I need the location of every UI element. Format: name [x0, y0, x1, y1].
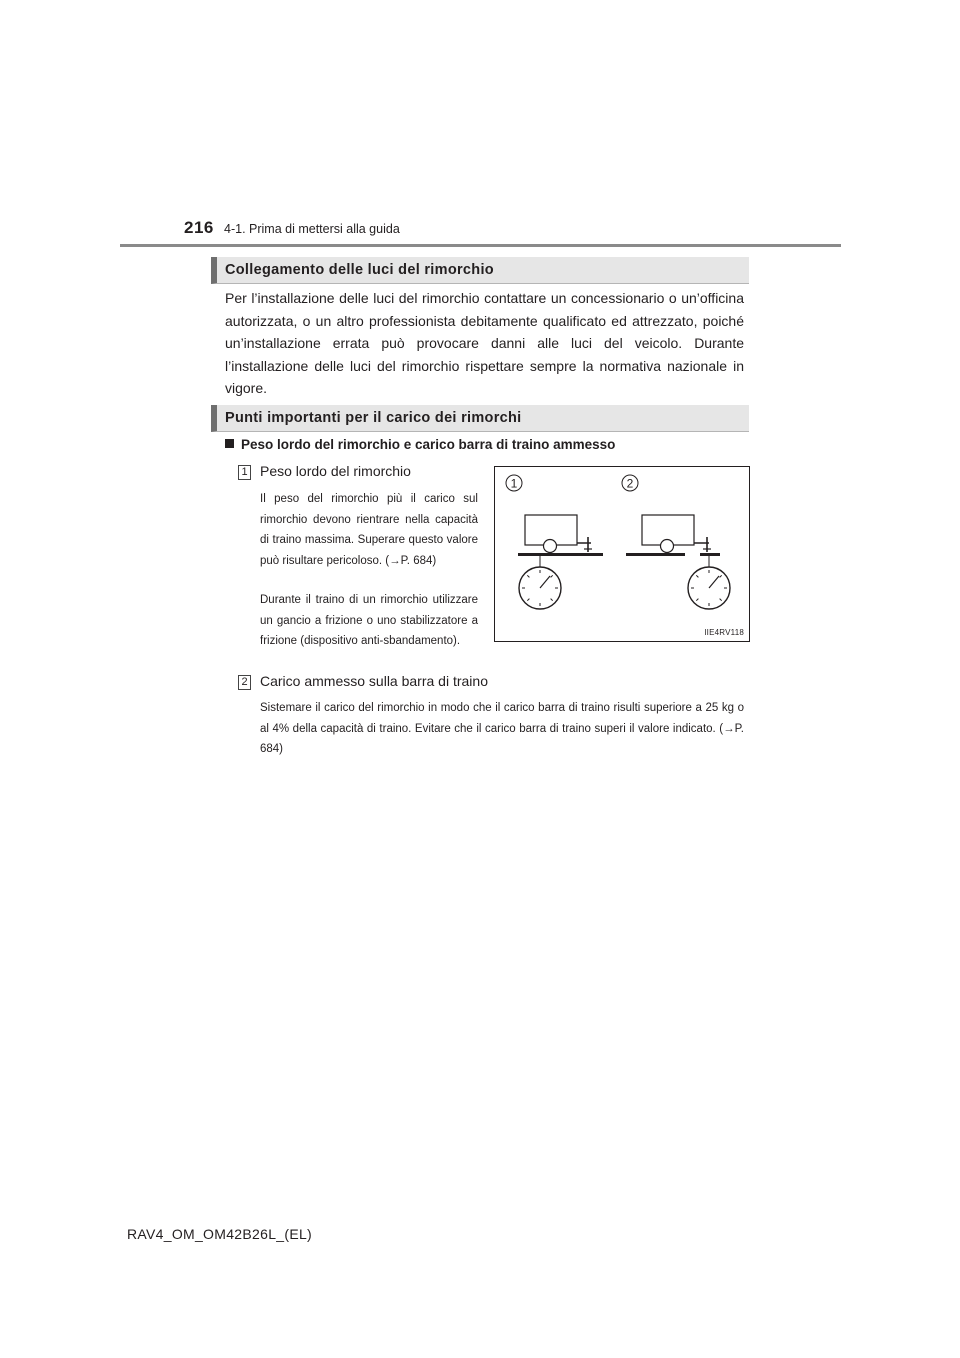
scale-gauge-right — [688, 567, 730, 609]
section-heading-trailer-loading — [211, 405, 749, 432]
section-heading-trailer-lights — [211, 257, 749, 284]
chapter-title: 4-1. Prima di mettersi alla guida — [224, 222, 400, 236]
tongue-load-text: Sistemare il carico del rimorchio in modo che il carico barra di traino risulti superiore a 25 kg o al 4% della capacità di traino. Evitare che il carico barra di traino superi il valore indicato. (→P. 684) — [260, 702, 744, 755]
illustration-label-1: 1 — [510, 476, 518, 491]
trailer-lights-paragraph: Per l’installazione delle luci del rimorchio contattare un concessionario o un’officina autorizzata, o un altro professionista debitamente qualificato ed attrezzato, poiché un’installazione errata può provocare danni alle luci del veicolo. Durante l’installazione delle luci del rimorchio rispettare sempre la normativa nazionale in vigore. — [225, 290, 744, 396]
scale-gauge-left — [519, 567, 561, 609]
document-code: RAV4_OM_OM42B26L_(EL) — [127, 1226, 313, 1242]
item-title-tongue-load: Carico ammesso sulla barra di traino — [260, 673, 488, 689]
trailer-load-illustration — [494, 466, 750, 642]
friction-hitch-text: Durante il traino di un rimorchio utilizzare un gancio a frizione o uno stabilizzatore a frizione (dispositivo anti-sbandamento). — [260, 594, 478, 647]
trailer-on-scale — [518, 515, 603, 567]
illustration-label-2: 2 — [626, 476, 634, 491]
tongue-on-scale — [626, 515, 720, 567]
square-bullet-icon — [225, 439, 234, 448]
header-rule — [120, 244, 841, 247]
section-title: Collegamento delle luci del rimorchio — [225, 262, 494, 278]
page-number: 216 — [184, 218, 214, 237]
subheading-text: Peso lordo del rimorchio e carico barra di traino ammesso — [241, 437, 616, 452]
illustration-code: IIE4RV118 — [704, 628, 744, 637]
gross-weight-text: Il peso del rimorchio più il carico sul rimorchio devono rientrare nella capacità di traino massima. Superare questo valore può risultare pericoloso. (→P. 684) — [260, 493, 478, 567]
item-number-1: 1 — [238, 465, 251, 480]
section-title: Punti importanti per il carico dei rimorchi — [225, 410, 522, 426]
item-number-2: 2 — [238, 675, 251, 690]
subheading — [225, 437, 615, 452]
scale-diagram — [495, 467, 751, 643]
item-title-gross-weight: Peso lordo del rimorchio — [260, 463, 411, 479]
